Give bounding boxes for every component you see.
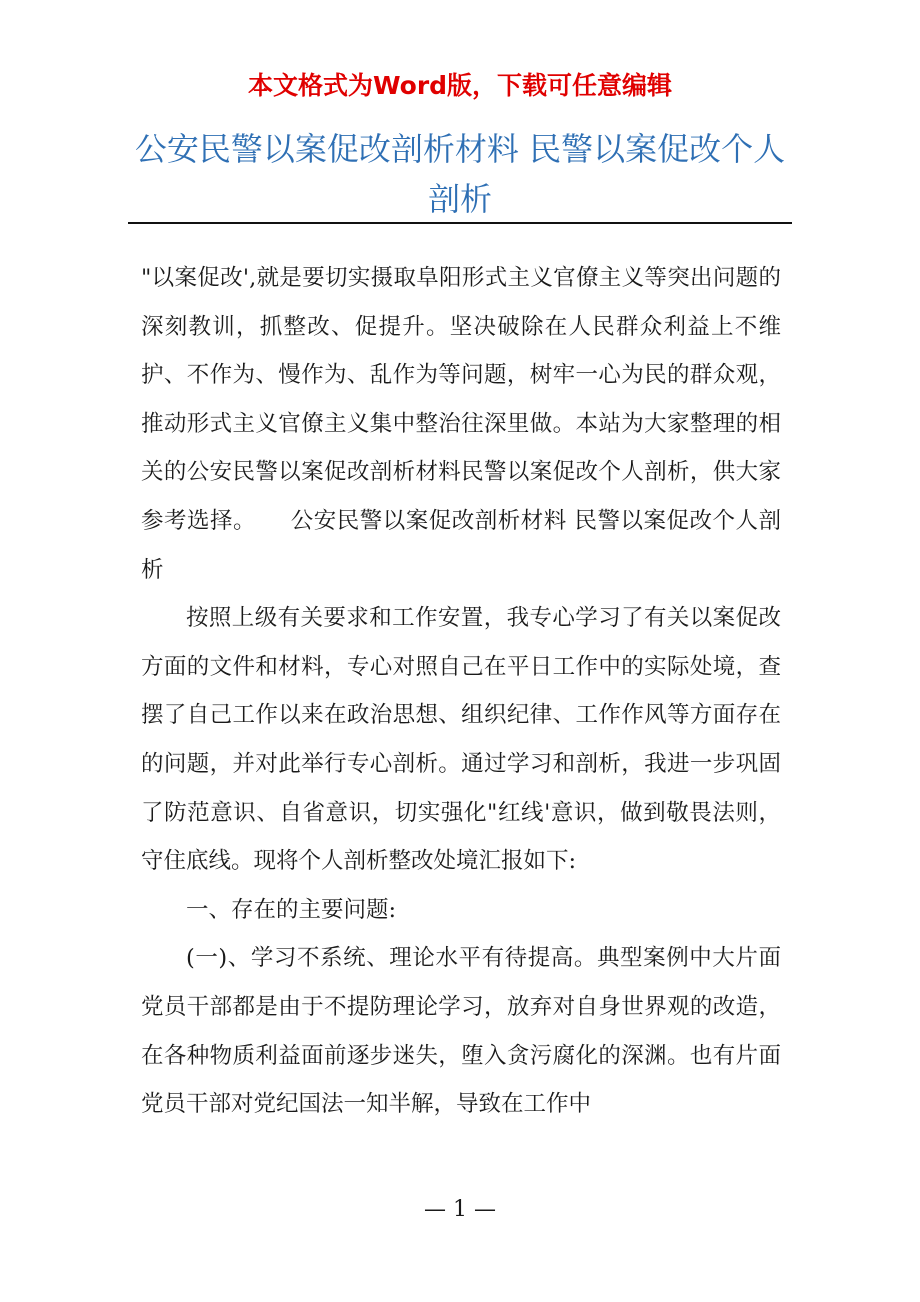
section-heading-1: 一、存在的主要问题: bbox=[186, 896, 397, 923]
page-title: 公安民警以案促改剖析材料 民警以案促改个人剖析 bbox=[134, 130, 786, 218]
body-paragraph-1: 按照上级有关要求和工作安置，我专心学习了有关以案促改方面的文件和材料，专心对照自己在平日工作中的实际处境，查摆了自己工作以来在政治思想、组织纪律、工作作风等方面存在的问题，并对此举行专心剖析。通过学习和剖析，我进一步巩固了防范意识、自省意识，切实强化"红线'意识，做到敬畏法则，守住底线。现将个人剖析整改处境汇报如下: bbox=[141, 605, 781, 875]
title-divider bbox=[128, 222, 792, 224]
format-notice: 本文格式为Word版，下载可任意编辑 bbox=[247, 71, 673, 100]
page-number: — 1 — bbox=[424, 1197, 496, 1222]
body-paragraph-2: (一)、学习不系统、理论水平有待提高。典型案例中大片面党员干部都是由于不提防理论学习，放弃对自身世界观的改造，在各种物质利益面前逐步迷失，堕入贪污腐化的深渊。也有片面党员干部对党纪国法一知半解，导致在工作中 bbox=[141, 945, 781, 1118]
document-body bbox=[141, 254, 781, 1129]
intro-paragraph: "以案促改',就是要切实摄取阜阳形式主义官僚主义等突出问题的深刻教训，抓整改、促提升。坚决破除在人民群众利益上不维护、不作为、慢作为、乱作为等问题，树牢一心为民的群众观，推动形式主义官僚主义集中整治往深里做。本站为大家整理的相关的公安民警以案促改剖析材料民警以案促改个人剖析，供大家参考选择。 公安民警以案促改剖析材料 民警以案促改个人剖析 bbox=[141, 265, 781, 583]
